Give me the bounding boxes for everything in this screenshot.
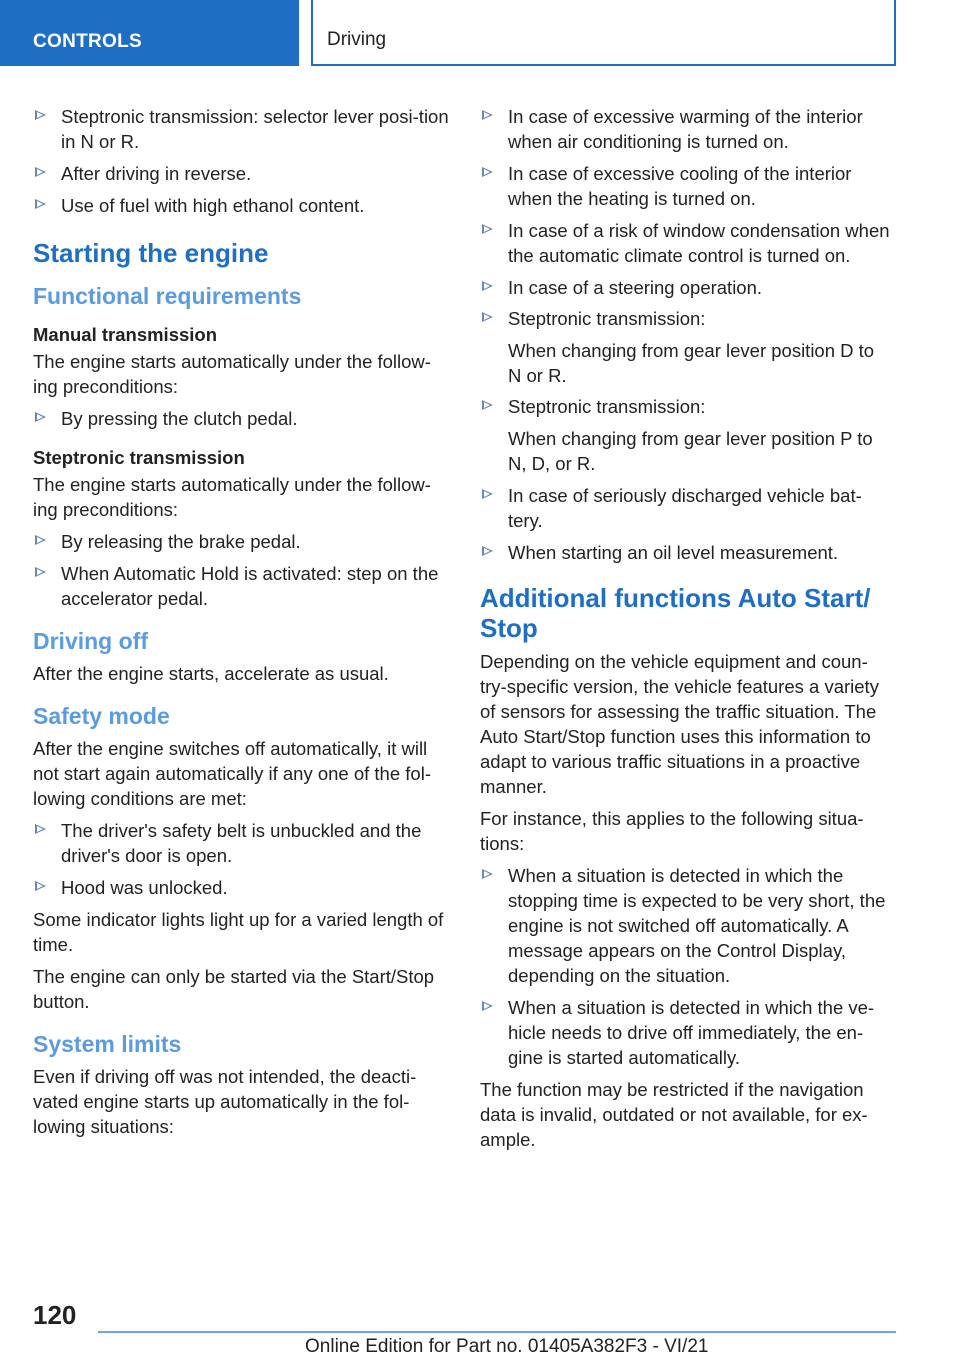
paragraph: Even if driving off was not intended, the deacti-vated engine starts up automatically in the fol-lowing situations: <box>33 1066 417 1137</box>
list-item: Steptronic transmission: When changing from gear lever position P to N, D, or R. <box>480 394 892 476</box>
triangle-bullet-icon <box>482 1001 493 1011</box>
heading-manual-transmission: Manual transmission <box>33 324 218 345</box>
heading-steptronic-transmission: Steptronic transmission <box>33 447 245 468</box>
list-item: When Automatic Hold is activated: step on the accelerator pedal. <box>33 561 449 611</box>
list-item: When starting an oil level measurement. <box>480 540 892 565</box>
list-item: In case of excessive cooling of the interior when the heating is turned on. <box>480 161 892 211</box>
triangle-bullet-icon <box>482 312 493 322</box>
list-item: In case of seriously discharged vehicle bat-tery. <box>480 483 892 533</box>
section-title: CONTROLS <box>33 31 143 52</box>
triangle-bullet-icon <box>35 110 46 120</box>
left-column <box>33 104 449 1146</box>
edition-note: Online Edition for Part no. 01405A382F3 - VI/21 <box>305 1336 709 1357</box>
list-item: In case of a risk of window condensation when the automatic climate control is turned on. <box>480 218 892 268</box>
triangle-bullet-icon <box>35 167 46 177</box>
list-item: Use of fuel with high ethanol content. <box>33 193 449 218</box>
paragraph: The engine can only be started via the Start/Stop button. <box>33 966 435 1012</box>
paragraph: For instance, this applies to the following situa-tions: <box>480 808 864 854</box>
triangle-bullet-icon <box>35 881 46 891</box>
paragraph: The function may be restricted if the navigation data is invalid, outdated or not available, for ex-ample. <box>480 1079 868 1150</box>
paragraph: Some indicator lights light up for a varied length of time. <box>33 909 444 955</box>
heading-functional-requirements: Functional requirements <box>33 283 302 309</box>
section-tab <box>0 0 299 66</box>
triangle-bullet-icon <box>482 400 493 410</box>
triangle-bullet-icon <box>482 167 493 177</box>
list-item: After driving in reverse. <box>33 161 449 186</box>
list-item: By releasing the brake pedal. <box>33 529 449 554</box>
triangle-bullet-icon <box>482 546 493 556</box>
triangle-bullet-icon <box>35 412 46 422</box>
heading-safety-mode: Safety mode <box>33 703 170 729</box>
triangle-bullet-icon <box>482 110 493 120</box>
triangle-bullet-icon <box>482 224 493 234</box>
list-item: When a situation is detected in which the ve-hicle needs to drive off immediately, the en-gine is started automatically. <box>480 995 892 1070</box>
paragraph: Depending on the vehicle equipment and coun-try-specific version, the vehicle features a variety of sensors for assessing the traffic situation. The Auto Start/Stop function uses this information to adapt to various traffic situations in a proactive manner. <box>480 651 879 797</box>
triangle-bullet-icon <box>35 824 46 834</box>
list-item: When a situation is detected in which the stopping time is expected to be very short, the engine is not switched off automatically. A message appears on the Control Display, depending on the situation. <box>480 863 892 988</box>
list-item: Steptronic transmission: When changing from gear lever position D to N or R. <box>480 306 892 388</box>
heading-driving-off: Driving off <box>33 628 148 654</box>
chapter-title: Driving <box>327 29 387 50</box>
paragraph: The engine starts automatically under the follow-ing preconditions: <box>33 351 431 397</box>
triangle-bullet-icon <box>35 535 46 545</box>
list-item: In case of excessive warming of the interior when air conditioning is turned on. <box>480 104 892 154</box>
triangle-bullet-icon <box>35 199 46 209</box>
triangle-bullet-icon <box>482 281 493 291</box>
list-item: The driver's safety belt is unbuckled and the driver's door is open. <box>33 818 449 868</box>
triangle-bullet-icon <box>35 567 46 577</box>
heading-system-limits: System limits <box>33 1031 182 1057</box>
list-item: Steptronic transmission: selector lever posi-tion in N or R. <box>33 104 449 154</box>
heading-starting-engine: Starting the engine <box>33 238 269 268</box>
right-column <box>480 104 892 1159</box>
list-item: By pressing the clutch pedal. <box>33 406 449 431</box>
list-item: Hood was unlocked. <box>33 875 449 900</box>
paragraph: After the engine switches off automatically, it will not start again automatically if any one of the fol-lowing conditions are met: <box>33 738 431 809</box>
paragraph: After the engine starts, accelerate as usual. <box>33 663 389 684</box>
paragraph: The engine starts automatically under the follow-ing preconditions: <box>33 474 431 520</box>
triangle-bullet-icon <box>482 869 493 879</box>
heading-additional-functions: Additional functions Auto Start/ Stop <box>480 583 871 643</box>
footer-divider <box>98 1331 896 1333</box>
chapter-tab <box>311 0 896 66</box>
triangle-bullet-icon <box>482 489 493 499</box>
list-item: In case of a steering operation. <box>480 275 892 300</box>
page-number: 120 <box>33 1300 77 1330</box>
